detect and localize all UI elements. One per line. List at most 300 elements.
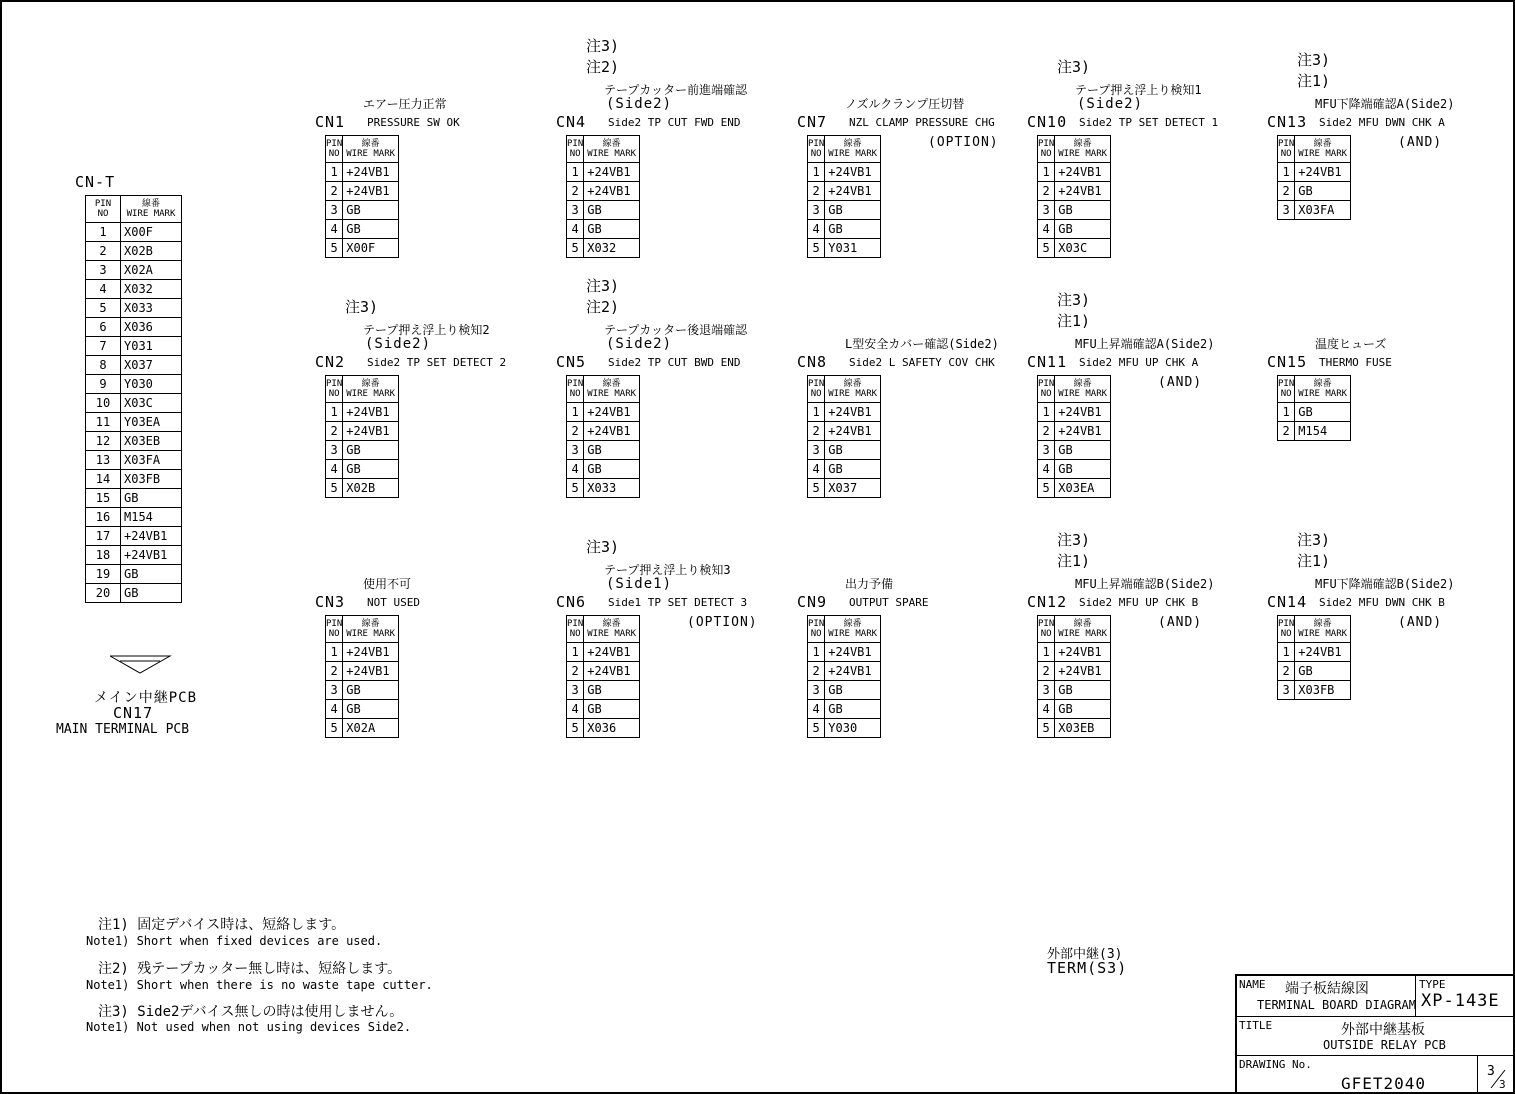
table-row [86,337,182,356]
connector-extra: (AND) [1398,615,1443,630]
table-row [808,479,881,498]
connector-extra: (AND) [1398,135,1443,150]
wire-mark: GB [121,489,182,508]
note-ref: 注3) [1057,291,1091,309]
table-row [86,508,182,527]
note-ref: 注1) [1297,72,1331,90]
pin-number: 4 [808,220,825,239]
note-ref: 注2) [586,298,620,316]
connector-pin-table [1037,375,1111,498]
footnote-3-en: Note1) Not used when not using devices Side2. [86,1020,412,1034]
wire-mark: GB [825,700,881,719]
pin-header: PIN NO [567,616,584,643]
pin-number: 3 [808,201,825,220]
pin-number: 3 [1278,681,1295,700]
wire-mark: GB [121,565,182,584]
pin-number: 15 [86,489,121,508]
table-row [326,441,399,460]
connector-en-title: Side2 TP SET DETECT 1 [1079,116,1219,129]
connector-pin-table [807,375,881,498]
pin-number: 3 [1278,201,1295,220]
pin-header: PIN NO [326,136,343,163]
title-en: OUTSIDE RELAY PCB [1323,1038,1446,1052]
connector-extra: (AND) [1158,615,1203,630]
connector-jp-title: MFU下降端確認A(Side2) [1315,97,1455,111]
table-row [1038,700,1111,719]
wire-mark: Y031 [121,337,182,356]
cn-t-header-row [86,196,182,223]
pin-number: 2 [1038,182,1055,201]
table-row [326,460,399,479]
connector-extra: (AND) [1158,375,1203,390]
wire-mark-header: 線番 WIRE MARK [343,136,399,163]
wire-mark: +24VB1 [584,422,640,441]
connector-pin-table [566,615,640,738]
table-row [86,489,182,508]
pin-number: 12 [86,432,121,451]
footnote-1-jp: 注1) 固定デバイス時は、短絡します。 [98,917,346,933]
connector-pin-table [807,135,881,258]
name-jp: 端子板結線図 [1285,981,1369,997]
footnote-3-jp: 注3) Side2デバイス無しの時は使用しません。 [98,1004,404,1020]
pin-number: 4 [808,460,825,479]
wire-mark: +24VB1 [584,403,640,422]
table-row [567,643,640,662]
table-row [86,280,182,299]
pin-number: 2 [1038,422,1055,441]
wire-mark: GB [1055,460,1111,479]
pin-number: 3 [567,441,584,460]
drawing-value: GFET2040 [1341,1074,1427,1093]
table-row [567,403,640,422]
wire-mark: GB [584,201,640,220]
pin-header: PIN NO [567,376,584,403]
wire-mark: +24VB1 [1055,643,1111,662]
connector-extra: (OPTION) [928,135,999,150]
table-row [86,413,182,432]
table-row [808,662,881,681]
table-row [1038,662,1111,681]
header-row [1278,616,1351,643]
table-row [567,719,640,738]
wire-mark: GB [825,220,881,239]
table-row [567,422,640,441]
header-row [808,136,881,163]
table-row [808,422,881,441]
connector-jp-title: テープ押え浮上り検知2 [363,323,490,337]
connector-label: CN2 [315,353,346,371]
pin-number: 1 [567,403,584,422]
connector-pin-table [566,375,640,498]
note-ref: 注3) [586,277,620,295]
pin-number: 4 [86,280,121,299]
wire-mark: +24VB1 [584,182,640,201]
connector-pin-table [1277,375,1351,441]
table-row [86,318,182,337]
connector-jp-title: テープ押え浮上り検知1 [1075,83,1202,97]
pin-header: PIN NO [1038,616,1055,643]
pin-number: 5 [326,239,343,258]
wire-mark-header: 線番 WIRE MARK [1295,616,1351,643]
table-row [326,163,399,182]
connector-en-title: Side2 MFU DWN CHK B [1319,596,1445,609]
pin-number: 4 [1038,220,1055,239]
table-row [326,182,399,201]
pin-header: PIN NO [1278,136,1295,163]
pin-number: 19 [86,565,121,584]
connector-jp-title: MFU下降端確認B(Side2) [1315,577,1455,591]
title-block [1235,974,1515,1094]
wire-mark: +24VB1 [121,546,182,565]
main-pcb-cn: CN17 [113,704,154,722]
pin-number: 3 [1038,681,1055,700]
wire-mark: GB [584,220,640,239]
pin-header: PIN NO [567,136,584,163]
table-row [808,700,881,719]
table-row [567,239,640,258]
pin-header: PIN NO [1038,136,1055,163]
cn-t-table [85,195,182,603]
title-label: TITLE [1239,1019,1273,1032]
table-row [86,565,182,584]
connector-en-title: NOT USED [367,596,420,609]
pin-number: 1 [326,403,343,422]
table-row [86,223,182,242]
note-ref: 注3) [586,538,620,556]
table-row [86,527,182,546]
down-arrow-icon [108,655,172,675]
table-row [86,584,182,603]
wire-mark: X02A [343,719,399,738]
connector-pin-table [1037,135,1111,258]
wire-mark: +24VB1 [1295,163,1351,182]
wire-mark: X02B [343,479,399,498]
wire-mark: X03EB [121,432,182,451]
wire-mark: Y03EA [121,413,182,432]
table-row [86,546,182,565]
wire-mark: X03EB [1055,719,1111,738]
pin-number: 5 [1038,479,1055,498]
table-row [1278,163,1351,182]
table-row [1038,163,1111,182]
table-row [808,719,881,738]
wire-mark-header: 線番 WIRE MARK [825,616,881,643]
wire-mark: X03FB [121,470,182,489]
connector-label: CN11 [1027,353,1068,371]
pin-number: 5 [808,239,825,258]
pin-number: 6 [86,318,121,337]
pin-number: 3 [326,441,343,460]
type-value: XP-143E [1421,991,1500,1011]
header-row [1038,616,1111,643]
table-row [1278,182,1351,201]
connector-label: CN3 [315,593,346,611]
pin-number: 5 [567,719,584,738]
pin-number: 8 [86,356,121,375]
pin-header: PIN NO [808,136,825,163]
pin-number: 4 [1038,700,1055,719]
wire-mark: X036 [584,719,640,738]
table-row [1038,441,1111,460]
connector-jp-title: 使用不可 [363,577,412,591]
connector-jp-title: テープ押え浮上り検知3 [604,563,731,577]
table-row [808,460,881,479]
pin-number: 9 [86,375,121,394]
connector-pin-table [325,615,399,738]
connector-en-title: Side2 TP SET DETECT 2 [367,356,507,369]
table-row [808,643,881,662]
type-label: TYPE [1419,978,1446,991]
wire-mark: M154 [121,508,182,527]
name-label: NAME [1239,978,1266,991]
connector-label: CN10 [1027,113,1068,131]
main-pcb-jp: メイン中継PCB [94,690,198,706]
pin-number: 1 [808,403,825,422]
pin-number: 18 [86,546,121,565]
wire-mark: GB [1295,662,1351,681]
wire-mark: X00F [121,223,182,242]
table-row [567,163,640,182]
header-row [808,616,881,643]
wire-mark: +24VB1 [825,662,881,681]
table-row [808,220,881,239]
pin-number: 20 [86,584,121,603]
table-row [567,479,640,498]
table-row [808,239,881,258]
note-ref: 注1) [1297,552,1331,570]
wire-mark: Y030 [121,375,182,394]
pin-number: 10 [86,394,121,413]
table-row [1278,403,1351,422]
wire-mark-header: 線番 WIRE MARK [1055,136,1111,163]
pin-number: 3 [86,261,121,280]
pin-number: 5 [326,719,343,738]
wire-mark-header: 線番 WIRE MARK [1295,136,1351,163]
pin-header: PIN NO [1278,376,1295,403]
table-row [86,470,182,489]
note-ref: 注3) [1057,531,1091,549]
note-ref: 注3) [1057,58,1091,76]
title-jp: 外部中継基板 [1341,1022,1425,1038]
pin-number: 4 [326,460,343,479]
note-ref: 注3) [1297,531,1331,549]
wire-mark-header: 線番 WIRE MARK [584,136,640,163]
wire-mark: Y030 [825,719,881,738]
table-row [1038,479,1111,498]
wire-mark: X03FB [1295,681,1351,700]
pin-number: 5 [567,239,584,258]
pin-header: PIN NO [1278,616,1295,643]
wire-mark: GB [343,220,399,239]
pin-number: 4 [326,700,343,719]
connector-en-title: THERMO FUSE [1319,356,1392,369]
connector-side: (Side2) [606,96,673,112]
connector-side: (Side2) [365,336,432,352]
table-row [86,242,182,261]
table-row [1038,422,1111,441]
connector-label: CN4 [556,113,587,131]
sheet-total: 3 [1499,1078,1506,1091]
table-row [326,220,399,239]
table-row [1038,220,1111,239]
wire-mark: GB [1295,182,1351,201]
table-row [326,201,399,220]
wire-mark: GB [1055,681,1111,700]
pin-number: 2 [808,422,825,441]
pin-number: 2 [326,422,343,441]
pin-number: 5 [808,479,825,498]
table-row [567,681,640,700]
wire-mark: GB [584,460,640,479]
pin-number: 4 [567,460,584,479]
table-row [567,182,640,201]
table-row [567,662,640,681]
pin-number: 2 [567,662,584,681]
wire-mark-header: 線番 WIRE MARK [584,376,640,403]
wire-mark: X03C [121,394,182,413]
wire-mark: GB [1055,700,1111,719]
connector-pin-table [566,135,640,258]
wire-mark: +24VB1 [825,163,881,182]
connector-side: (Side2) [606,336,673,352]
wire-mark: +24VB1 [825,182,881,201]
table-row [567,700,640,719]
pin-number: 1 [86,223,121,242]
connector-side: (Side1) [606,576,673,592]
wire-mark-header: 線番 WIRE MARK [121,196,182,223]
wire-mark: X032 [584,239,640,258]
pin-number: 1 [1278,403,1295,422]
pin-number: 14 [86,470,121,489]
connector-label: CN9 [797,593,828,611]
pin-number: 2 [1278,422,1295,441]
pin-number: 3 [326,201,343,220]
table-row [1278,681,1351,700]
wire-mark: +24VB1 [343,662,399,681]
table-row [1038,239,1111,258]
table-row [326,239,399,258]
wire-mark: X033 [121,299,182,318]
pin-header: PIN NO [326,616,343,643]
header-row [808,376,881,403]
wire-mark: +24VB1 [1055,182,1111,201]
pin-number: 1 [1278,163,1295,182]
wire-mark: X00F [343,239,399,258]
wire-mark: GB [343,441,399,460]
pin-number: 1 [808,643,825,662]
pin-number: 2 [1278,662,1295,681]
note-ref: 注1) [1057,552,1091,570]
connector-pin-table [1037,615,1111,738]
pin-number: 1 [326,163,343,182]
table-row [1038,182,1111,201]
connector-jp-title: 出力予備 [845,577,894,591]
cn-t-pin-table [85,195,182,603]
pin-header: PIN NO [808,616,825,643]
wire-mark: X02B [121,242,182,261]
wire-mark: GB [343,700,399,719]
connector-en-title: Side1 TP SET DETECT 3 [608,596,748,609]
header-row [567,376,640,403]
cn-t-title: CN-T [75,173,116,191]
wire-mark: +24VB1 [343,422,399,441]
pin-number: 2 [808,182,825,201]
pin-number: 4 [808,700,825,719]
footnote-2-jp: 注2) 残テープカッター無し時は、短絡します。 [98,961,402,977]
pin-header: PIN NO [1038,376,1055,403]
connector-label: CN13 [1267,113,1308,131]
pin-header: PIN NO [808,376,825,403]
table-row [567,201,640,220]
header-row [1278,376,1351,403]
wire-mark-header: 線番 WIRE MARK [1295,376,1351,403]
wire-mark: M154 [1295,422,1351,441]
table-row [86,432,182,451]
pin-number: 16 [86,508,121,527]
table-row [808,182,881,201]
table-row [326,681,399,700]
wire-mark: X03FA [1295,201,1351,220]
wire-mark: +24VB1 [825,403,881,422]
wire-mark: GB [1055,201,1111,220]
wire-mark: +24VB1 [1055,403,1111,422]
main-pcb-en: MAIN TERMINAL PCB [56,722,190,737]
wire-mark: GB [343,460,399,479]
name-en: TERMINAL BOARD DIAGRAM [1257,998,1416,1012]
wire-mark: +24VB1 [825,422,881,441]
connector-en-title: Side2 L SAFETY COV CHK [849,356,995,369]
pin-number: 2 [326,662,343,681]
table-row [1278,643,1351,662]
pin-number: 3 [326,681,343,700]
wire-mark: +24VB1 [343,182,399,201]
wire-mark: +24VB1 [1055,163,1111,182]
connector-jp-title: L型安全カバー確認(Side2) [845,337,999,351]
note-ref: 注1) [1057,312,1091,330]
pin-number: 1 [1038,163,1055,182]
connector-label: CN6 [556,593,587,611]
connector-pin-table [325,135,399,258]
pin-number: 2 [567,182,584,201]
table-row [86,261,182,280]
table-row [808,681,881,700]
wire-mark: +24VB1 [584,643,640,662]
wire-mark-header: 線番 WIRE MARK [825,376,881,403]
table-row [326,643,399,662]
wire-mark: GB [121,584,182,603]
wire-mark-header: 線番 WIRE MARK [343,376,399,403]
table-row [86,451,182,470]
table-row [326,403,399,422]
pin-number: 3 [567,681,584,700]
term-jp: 外部中継(3) [1047,947,1123,962]
wire-mark: +24VB1 [343,403,399,422]
wire-mark: X03EA [1055,479,1111,498]
table-row [86,375,182,394]
note-ref: 注3) [345,298,379,316]
header-row [1038,136,1111,163]
table-row [86,299,182,318]
pin-number: 1 [1038,643,1055,662]
pin-number: 2 [808,662,825,681]
pin-number: 4 [326,220,343,239]
table-row [326,662,399,681]
header-row [567,136,640,163]
pin-number: 5 [86,299,121,318]
wire-mark: X02A [121,261,182,280]
connector-en-title: PRESSURE SW OK [367,116,460,129]
table-row [326,479,399,498]
